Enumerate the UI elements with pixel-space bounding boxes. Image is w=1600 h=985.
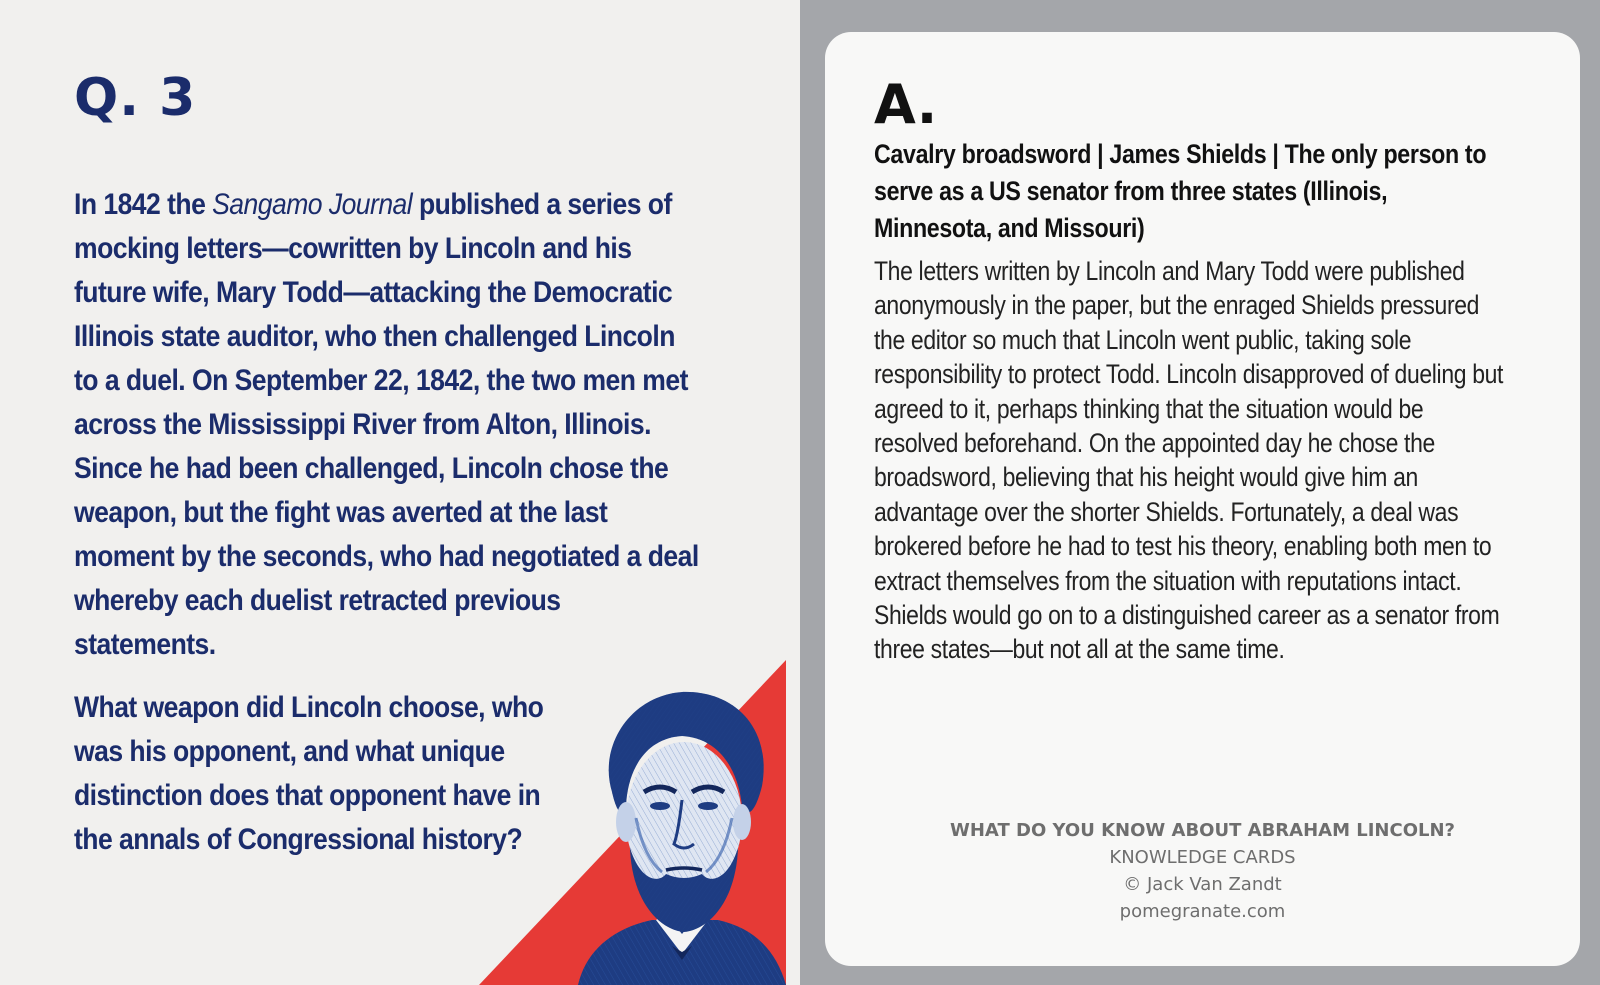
- question-intro-rest: published a series of mocking letters—cowritten by Lincoln and his future wife, Mary Todd—attacking the Democratic Illinois state auditor, who then challenged Lincoln to a duel. On September 22, 1842, the two men met across the Mississippi River from Alton, Illinois. Since he had been challenged, Lincoln chose the weapon, but the fight was averted at the last moment by the seconds, who had negotiated a deal whereby each duelist retracted previous statements.: [74, 188, 699, 661]
- question-text: What weapon did Lincoln choose, who was his opponent, and what unique distinction does that opponent have in the annals of Congressional history?: [74, 691, 544, 856]
- answer-card: [825, 32, 1580, 966]
- footer-website: pomegranate.com: [1119, 901, 1286, 922]
- answer-summary: Cavalry broadsword | James Shields | The only person to serve as a US senator from three states (Illinois, Minnesota, and Missouri): [874, 139, 1487, 243]
- question-context: [74, 183, 704, 667]
- answer-heading: A.: [874, 73, 938, 136]
- question-intro-prefix: In 1842 the: [74, 188, 213, 221]
- footer-series-title: WHAT DO YOU KNOW ABOUT ABRAHAM LINCOLN?: [950, 820, 1455, 841]
- lincoln-portrait-engraving: [578, 688, 786, 985]
- question-number: Q. 3: [74, 68, 197, 128]
- answer-explanation: The letters written by Lincoln and Mary Todd were published anonymously in the paper, but the enraged Shields pressured the editor so much that Lincoln went public, taking sole responsibility to protect Todd. Lincoln disapproved of dueling but agreed to it, perhaps thinking that the situation would be resolved beforehand. On the appointed day he chose the broadsword, believing that his height would give him an advantage over the shorter Shields. Fortunately, a deal was brokered before he had to test his theory, enabling both men to extract themselves from the situation with reputations intact. Shields would go on to a distinguished career as a senator from three states—but not all at the same time.: [874, 256, 1504, 665]
- footer-copyright: © Jack Van Zandt: [1123, 874, 1282, 895]
- footer-subtitle: KNOWLEDGE CARDS: [1109, 847, 1296, 868]
- newspaper-title: Sangamo Journal: [212, 188, 413, 221]
- card-footer: [825, 817, 1580, 925]
